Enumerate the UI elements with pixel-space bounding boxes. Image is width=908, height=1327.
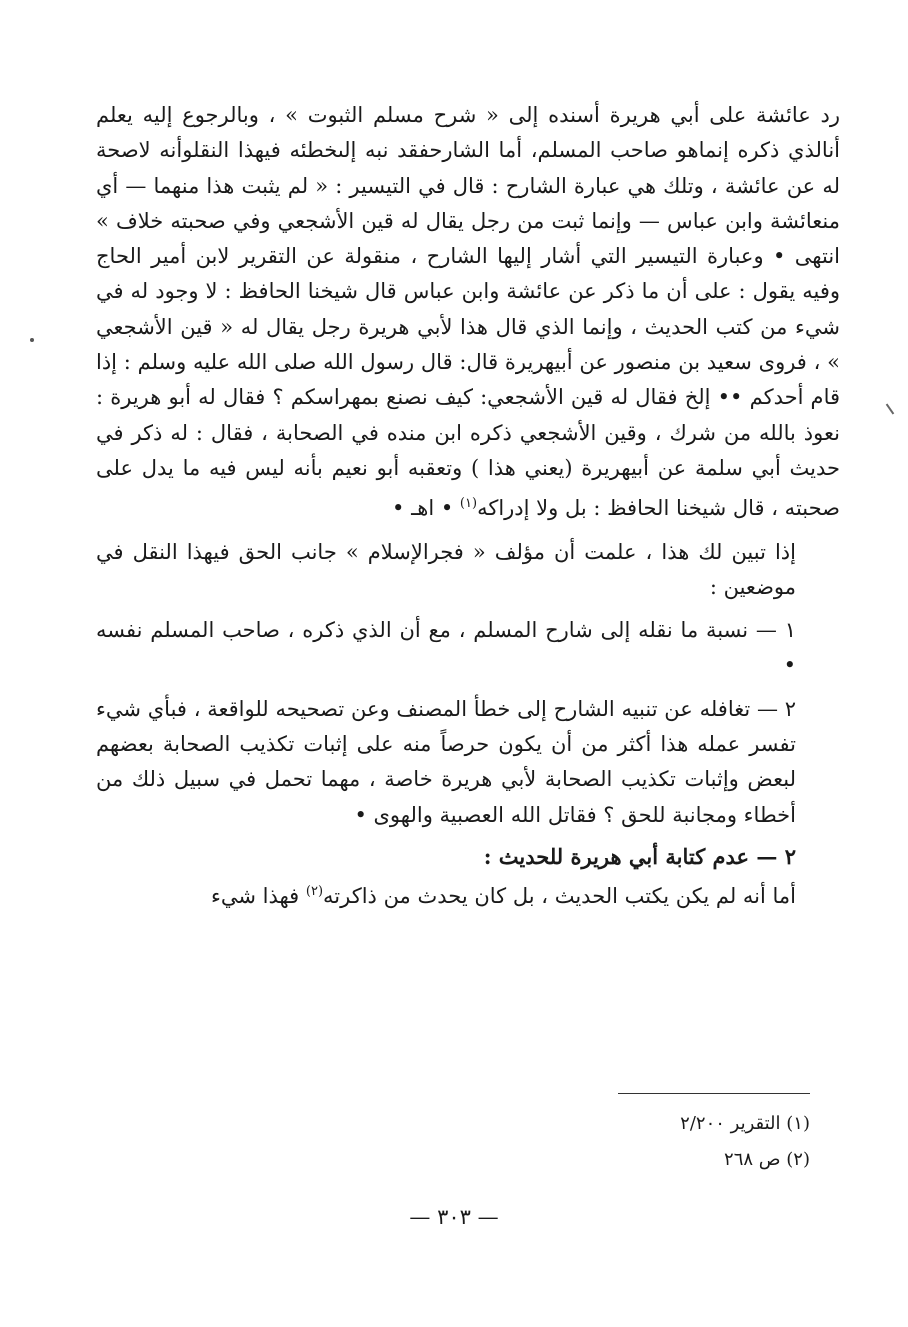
paragraph-5-start: أما أنه لم يكن يكتب الحديث ، بل كان يحدث من ذاكرته [323, 884, 796, 909]
paragraph-5 [96, 874, 840, 914]
paragraph-3: ١ — نسبة ما نقله إلى شارح المسلم ، مع أن الذي ذكره ، صاحب المسلم نفسه • [96, 618, 796, 678]
scan-speck [30, 338, 34, 342]
footnote-2: (٢) ص ٢٦٨ [724, 1149, 810, 1170]
page-body [96, 98, 840, 915]
footnote-ref-2: (٢) [305, 884, 324, 900]
footnote-ref-1: (١) [459, 496, 478, 512]
paragraph-4: ٢ — تغافله عن تنبيه الشارح إلى خطأ المصنف وعن تصحيحه للواقعة ، فبأي شيء تفسر عمله هذا أكثر من أن يكون حرصاً منه على إثبات تكذيب الصحابة بعضهم لبعض وإثبات تكذيب الصحابة لأبي هريرة خاصة ، مهما تحمل في سبيل ذلك من أخطاء ومجانبة للحق ؟ فقاتل الله العصبية والهوى • [96, 696, 796, 827]
paragraph-5-end: فهذا شيء [210, 884, 306, 909]
paragraph-2: إذا تبين لك هذا ، علمت أن مؤلف « فجرالإسلام » جانب الحق فيهذا النقل في موضعين : [96, 539, 796, 599]
paragraph-1-tail: • اهـ • [392, 496, 460, 521]
scan-mark [886, 404, 895, 415]
paragraph-1 [96, 98, 840, 527]
page-number: — ٣٠٣ — [409, 1205, 499, 1229]
section-heading: ٢ — عدم كتابة أبي هريرة للحديث : [483, 843, 796, 869]
paragraph-1-text: رد عائشة على أبي هريرة أسنده إلى « شرح مسلم الثبوت » ، وبالرجوع إليه يعلم أنالذي ذكره إنماهو صاحب المسلم، أما الشارحفقد نبه إلىخطئه فيهذا النقلوأنه لاصحة له عن عائشة ، وتلك هي عبارة الشارح : قال في التيسير : « لم يثبت هذا منهما — أي منعائشة وابن عباس — وإنما ثبت من رجل يقال له قين الأشجعي وفي صحبته خلاف » انتهى • وعبارة التيسير التي أشار إليها الشارح ، منقولة عن التقرير لابن أمير الحاج وفيه يقول : على أن ما ذكر عن عائشة وابن عباس قال شيخنا الحافظ : لا وجود له في شيء من كتب الحديث ، وإنما الذي قال هذا لأبي هريرة رجل يقال له « قين الأشجعي » ، فروى سعيد بن منصور عن أبيهريرة قال: قال رسول الله صلى الله عليه وسلم : إذا قام أحدكم •• إلخ فقال له قين الأشجعي: كيف نصنع بمهراسكم ؟ فقال له أبو هريرة : نعوذ بالله من شرك ، وقين الأشجعي ذكره ابن منده في الصحابة ، فقال : له ذكر في حديث أبي سلمة عن أبيهريرة (يعني هذا ) وتعقبه أبو نعيم بأنه ليس فيه ما يدل على صحبته ، قال شيخنا الحافظ : بل ولا إدراكه [96, 103, 840, 521]
footnotes [310, 1106, 810, 1178]
footnote-divider [618, 1093, 810, 1094]
footnote-1: (١) التقرير ٢/٢٠٠ [680, 1113, 810, 1134]
